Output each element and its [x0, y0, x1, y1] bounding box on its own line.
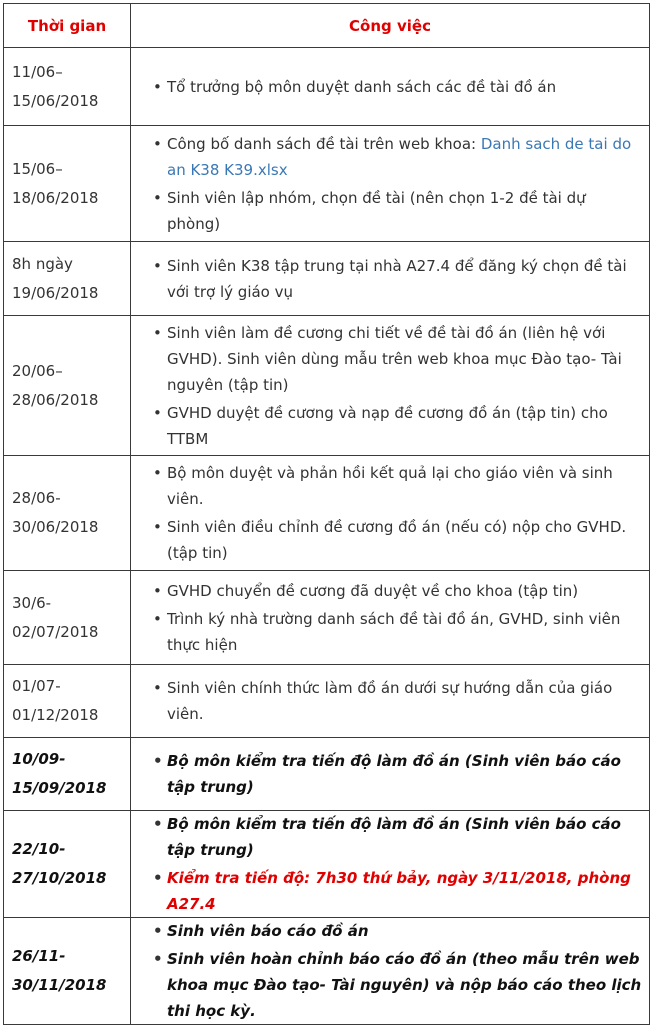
time-line: 15/09/2018 — [12, 779, 107, 797]
task-cell — [131, 665, 650, 738]
task-cell — [131, 456, 650, 571]
task-cell — [131, 48, 650, 126]
table-row — [4, 571, 650, 665]
time-line: 10/09- — [12, 750, 66, 768]
task-item: • Sinh viên chính thức làm đồ án dưới sự hướng dẫn của giáo viên. — [153, 675, 643, 727]
time-cell — [4, 738, 131, 811]
table-row — [4, 918, 650, 1025]
time-line: 19/06/2018 — [12, 283, 99, 302]
table-row — [4, 738, 650, 811]
task-cell — [131, 316, 650, 456]
task-item — [153, 131, 643, 183]
table-row — [4, 316, 650, 456]
task-list — [153, 460, 643, 566]
time-cell — [4, 456, 131, 571]
task-list — [153, 253, 643, 305]
time-line: 28/06- — [12, 489, 61, 507]
table-row — [4, 811, 650, 918]
time-line: 8h ngày — [12, 254, 73, 273]
task-item: • Sinh viên hoàn chỉnh báo cáo đồ án (theo mẫu trên web khoa mục Đào tạo- Tài nguyên) và nộp báo cáo theo lịch thi học kỳ. — [153, 946, 643, 1024]
task-cell — [131, 918, 650, 1025]
task-item: • Bộ môn duyệt và phản hồi kết quả lại cho giáo viên và sinh viên. — [153, 460, 643, 512]
time-line: 26/11- — [12, 947, 66, 965]
time-cell — [4, 811, 131, 918]
time-cell — [4, 48, 131, 126]
time-line: 27/10/2018 — [12, 869, 107, 887]
time-line: 30/6- — [12, 593, 52, 612]
task-item: • Trình ký nhà trường danh sách đề tài đồ án, GVHD, sinh viên thực hiện — [153, 606, 643, 658]
task-item: • Sinh viên báo cáo đồ án — [153, 918, 643, 944]
table-row — [4, 48, 650, 126]
time-line: 01/07- — [12, 677, 61, 695]
table-row — [4, 126, 650, 242]
task-list — [153, 131, 643, 237]
time-cell — [4, 316, 131, 456]
task-list — [153, 74, 643, 100]
time-line: 18/06/2018 — [12, 188, 99, 207]
task-item: • Tổ trưởng bộ môn duyệt danh sách các đề tài đồ án — [153, 74, 643, 100]
task-item: • GVHD duyệt đề cương và nạp đề cương đồ án (tập tin) cho TTBM — [153, 400, 643, 452]
time-line: 30/11/2018 — [12, 976, 107, 994]
header-row — [4, 4, 650, 48]
task-cell — [131, 571, 650, 665]
task-item: • Bộ môn kiểm tra tiến độ làm đồ án (Sinh viên báo cáo tập trung) — [153, 748, 643, 800]
time-line: 02/07/2018 — [12, 622, 99, 641]
task-cell — [131, 811, 650, 918]
time-column-header: Thời gian — [4, 4, 131, 48]
task-item: • Sinh viên K38 tập trung tại nhà A27.4 để đăng ký chọn đề tài với trợ lý giáo vụ — [153, 253, 643, 305]
time-cell — [4, 571, 131, 665]
task-column-header: Công việc — [131, 4, 650, 48]
time-line: 22/10- — [12, 840, 66, 858]
task-item: • GVHD chuyển đề cương đã duyệt về cho khoa (tập tin) — [153, 578, 643, 604]
time-cell — [4, 665, 131, 738]
task-item: • Sinh viên điều chỉnh đề cương đồ án (nếu có) nộp cho GVHD. (tập tin) — [153, 514, 643, 566]
task-item: • Sinh viên làm đề cương chi tiết về đề tài đồ án (liên hệ với GVHD). Sinh viên dùng mẫu trên web khoa mục Đào tạo- Tài nguyên (tập tin) — [153, 320, 643, 398]
task-list — [153, 578, 643, 658]
time-line: 28/06/2018 — [12, 390, 99, 409]
schedule-table — [3, 3, 650, 1025]
task-list — [153, 320, 643, 452]
table-row — [4, 456, 650, 571]
task-item-highlight: • Kiểm tra tiến độ: 7h30 thứ bảy, ngày 3/11/2018, phòng A27.4 — [153, 865, 643, 917]
task-list — [153, 918, 643, 1024]
table-row — [4, 242, 650, 316]
task-item: • Bộ môn kiểm tra tiến độ làm đồ án (Sinh viên báo cáo tập trung) — [153, 811, 643, 863]
task-item: • Sinh viên lập nhóm, chọn đề tài (nên chọn 1-2 đề tài dự phòng) — [153, 185, 643, 237]
time-line: 01/12/2018 — [12, 706, 99, 724]
task-text: Công bố danh sách đề tài trên web khoa: — [167, 134, 481, 153]
task-list — [153, 748, 643, 800]
task-cell — [131, 242, 650, 316]
time-cell — [4, 126, 131, 242]
task-list — [153, 675, 643, 727]
time-line: 30/06/2018 — [12, 518, 99, 536]
time-line: 15/06/2018 — [12, 91, 99, 110]
task-list — [153, 811, 643, 917]
time-line: 20/06– — [12, 361, 63, 380]
time-line: 11/06– — [12, 62, 63, 81]
task-cell — [131, 738, 650, 811]
time-cell — [4, 242, 131, 316]
file-link[interactable]: Danh sach de tai do an K38 K39.xlsx — [167, 134, 632, 179]
table-row — [4, 665, 650, 738]
time-cell — [4, 918, 131, 1025]
time-line: 15/06– — [12, 159, 63, 178]
task-cell — [131, 126, 650, 242]
